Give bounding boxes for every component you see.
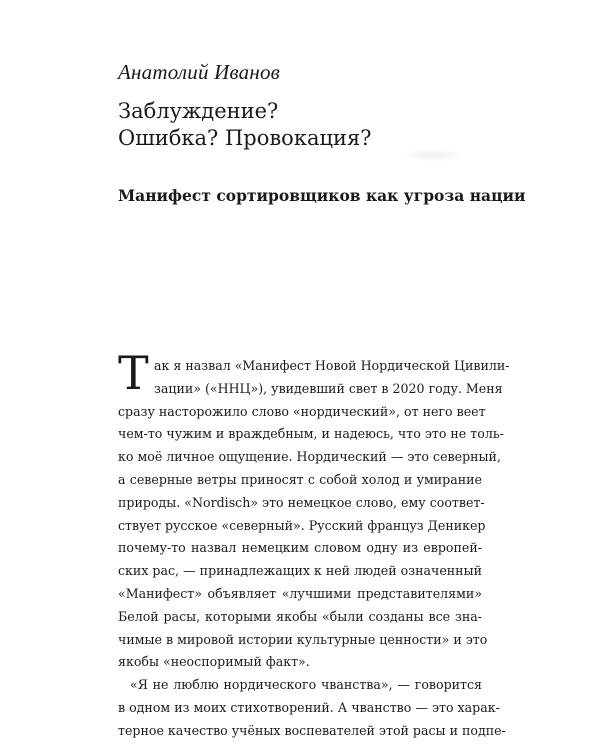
title-line-2: Ошибка? Провокация? (118, 126, 372, 150)
body-line: сразу насторожило слово «нордический», от него веет (118, 403, 486, 419)
author-name: Анатолий Иванов (118, 60, 280, 84)
article-body (118, 355, 510, 743)
body-line: чимые в мировой истории культурные ценности» и это (118, 631, 488, 647)
body-line: терное качество учёных воспевателей этой расы и подпе- (118, 722, 506, 738)
body-line: зации» («ННЦ»), увидевший свет в 2020 году. Меня (154, 380, 503, 396)
page-smudge (398, 148, 468, 162)
body-line: якобы «неоспоримый факт». (118, 654, 310, 670)
article-subtitle: Манифест сортировщиков как угроза нации (118, 186, 526, 205)
body-line: ак я назвал «Манифест Новой Нордической Цивили- (154, 358, 510, 373)
body-line: природы. «Nordisch» это немецкое слово, ему соответ- (118, 494, 485, 510)
body-line: «Я не люблю нордического чванства», — говорится (130, 677, 482, 693)
body-line: ских рас, — принадлежащих к ней людей означенный (118, 563, 482, 579)
body-line: Белой расы, которыми якобы «были созданы все зна- (118, 608, 482, 624)
body-line: «Манифест» объявляет «лучшими представителями» (118, 585, 482, 601)
body-line: ствует русское «северный». Русский француз Деникер (118, 517, 486, 533)
title-line-1: Заблуждение? (118, 99, 279, 123)
body-line: а северные ветры приносят с собой холод и умирание (118, 471, 482, 487)
body-line: почему-то назвал немецким словом одну из европей- (118, 540, 482, 556)
body-line: чем-то чужим и враждебным, и надеюсь, что это не толь- (118, 426, 504, 442)
article-title (118, 98, 371, 152)
body-line: ко моё личное ощущение. Нордический — это северный, (118, 449, 501, 465)
drop-cap: Т (118, 346, 149, 400)
body-line: в одном из моих стихотворений. А чванство — это харак- (118, 699, 500, 715)
